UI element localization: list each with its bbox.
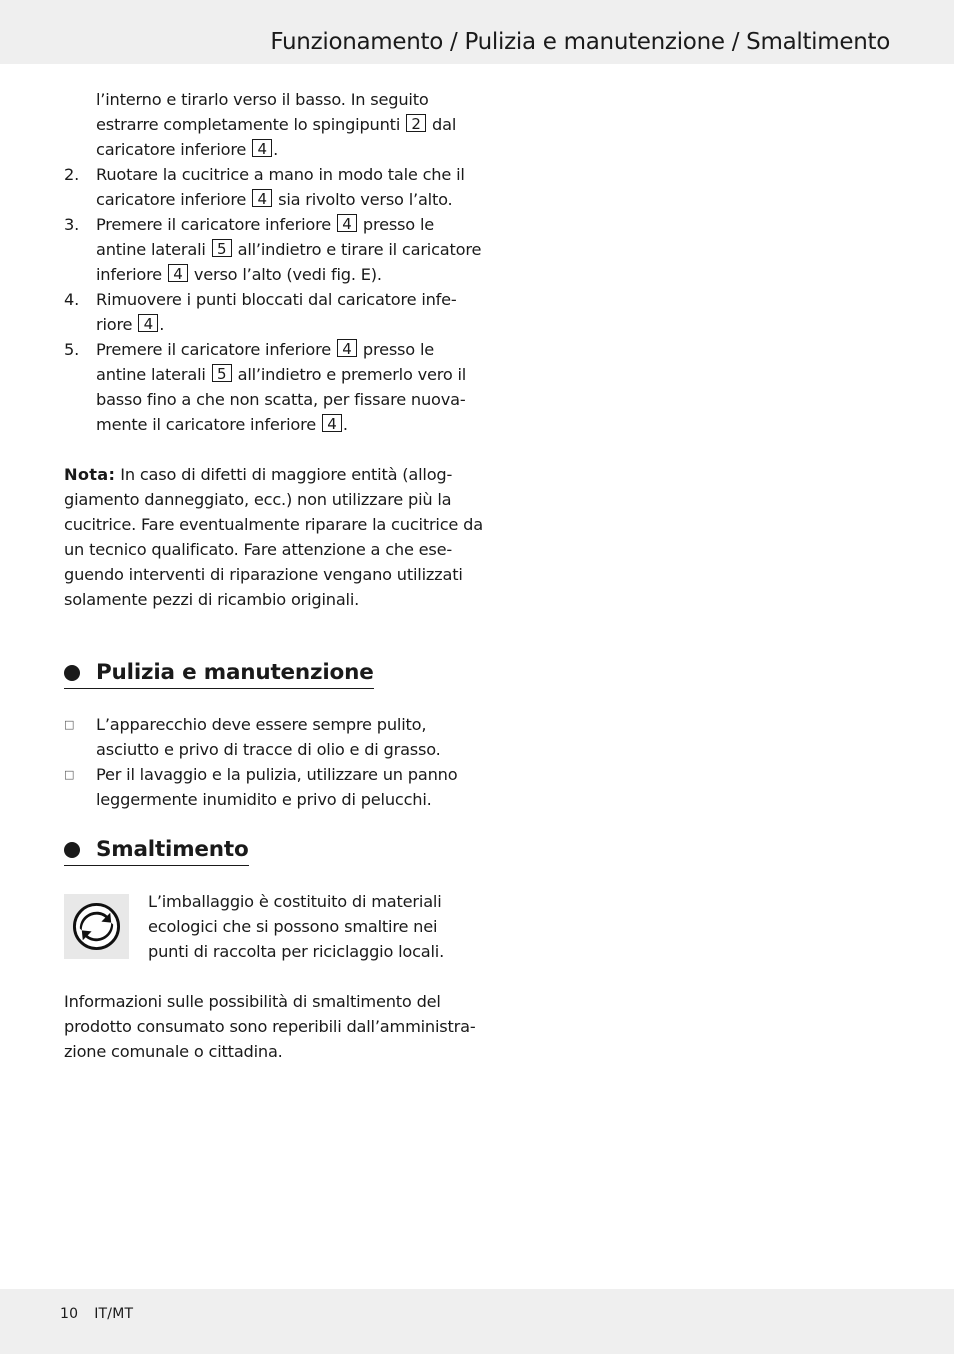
part-number-box: 4 — [337, 214, 357, 232]
text-line: antine laterali 5 all’indietro e premerlo vero il — [96, 365, 467, 384]
list-item: □ L’apparecchio deve essere sempre pulito, — [64, 712, 469, 737]
text-line: 3. Premere il caricatore inferiore 4 presso le — [64, 212, 469, 237]
note-label: Nota: — [64, 465, 116, 484]
text-line: L’imballaggio è costituito di materiali — [148, 892, 442, 911]
checkbox-bullet-icon: □ — [64, 768, 75, 781]
text-line: guendo interventi di riparazione vengano utilizzati — [64, 565, 463, 584]
green-dot-recycling-icon — [64, 894, 129, 959]
bullet-dot-icon — [64, 665, 80, 681]
page-header — [0, 0, 954, 64]
step-2 — [64, 162, 469, 212]
part-number-box: 5 — [212, 239, 232, 257]
text-line: 4. Rimuovere i punti bloccati dal caricatore infe- — [64, 287, 469, 312]
text-line: prodotto consumato sono reperibili dall’amministra- — [64, 1017, 476, 1036]
text-line: giamento danneggiato, ecc.) non utilizzare più la — [64, 490, 452, 509]
section-heading-disposal: Smaltimento — [64, 836, 249, 866]
text-line: asciutto e privo di tracce di olio e di grasso. — [96, 740, 441, 759]
part-number-box: 4 — [168, 264, 188, 282]
language-code: IT/MT — [94, 1306, 134, 1322]
text-line: caricatore inferiore 4 sia rivolto verso l’alto. — [96, 190, 453, 209]
step-3 — [64, 212, 482, 287]
text-line: un tecnico qualificato. Fare attenzione a che ese- — [64, 540, 453, 559]
text-line: punti di raccolta per riciclaggio locali. — [148, 942, 445, 961]
text-line: estrarre completamente lo spingipunti 2 dal — [96, 115, 457, 134]
text-line: leggermente inumidito e privo di pelucchi. — [96, 790, 432, 809]
part-number-box: 2 — [406, 114, 426, 132]
text-line: l’interno e tirarlo verso il basso. In seguito — [96, 90, 429, 109]
text-line: inferiore 4 verso l’alto (vedi fig. E). — [96, 265, 382, 284]
part-number-box: 5 — [212, 364, 232, 382]
text-line: caricatore inferiore 4 . — [96, 140, 279, 159]
text-line: Informazioni sulle possibilità di smaltimento del — [64, 992, 441, 1011]
part-number-box: 4 — [337, 339, 357, 357]
part-number-box: 4 — [138, 314, 158, 332]
step-5 — [64, 337, 469, 437]
note-paragraph — [64, 462, 483, 612]
step-number: 2. — [64, 165, 80, 184]
disposal-info-paragraph — [64, 989, 476, 1064]
content-column — [64, 87, 483, 1064]
step-number: 3. — [64, 215, 80, 234]
list-item: □ Per il lavaggio e la pulizia, utilizzare un panno — [64, 762, 469, 787]
text-line: 2. Ruotare la cucitrice a mano in modo tale che il — [64, 162, 469, 187]
text-line: zione comunale o cittadina. — [64, 1042, 283, 1061]
packaging-block — [64, 889, 469, 964]
text-line: antine laterali 5 all’indietro e tirare il caricatore — [96, 240, 482, 259]
step-number: 4. — [64, 290, 80, 309]
page-footer — [0, 1289, 954, 1354]
checkbox-bullet-icon: □ — [64, 718, 75, 731]
page-number: 10 — [60, 1306, 79, 1322]
packaging-text — [148, 889, 444, 964]
text-line: basso fino a che non scatta, per fissare nuova- — [96, 390, 466, 409]
part-number-box: 4 — [252, 189, 272, 207]
bullet-dot-icon — [64, 842, 80, 858]
text-line: mente il caricatore inferiore 4 . — [96, 415, 348, 434]
step-number: 5. — [64, 340, 80, 359]
part-number-box: 4 — [252, 139, 272, 157]
step-4 — [64, 287, 469, 337]
cleaning-list — [64, 712, 469, 812]
step-1-continued — [64, 87, 469, 162]
text-line: Nota: In caso di difetti di maggiore entità (allog- — [64, 465, 453, 484]
text-line: ecologici che si possono smaltire nei — [148, 917, 438, 936]
text-line: cucitrice. Fare eventualmente riparare la cucitrice da — [64, 515, 483, 534]
text-line: solamente pezzi di ricambio originali. — [64, 590, 360, 609]
page-title: Funzionamento / Pulizia e manutenzione / Smaltimento — [270, 29, 890, 55]
part-number-box: 4 — [322, 414, 342, 432]
text-line: riore 4 . — [96, 315, 165, 334]
text-line: 5. Premere il caricatore inferiore 4 presso le — [64, 337, 469, 362]
section-heading-cleaning: Pulizia e manutenzione — [64, 659, 374, 689]
